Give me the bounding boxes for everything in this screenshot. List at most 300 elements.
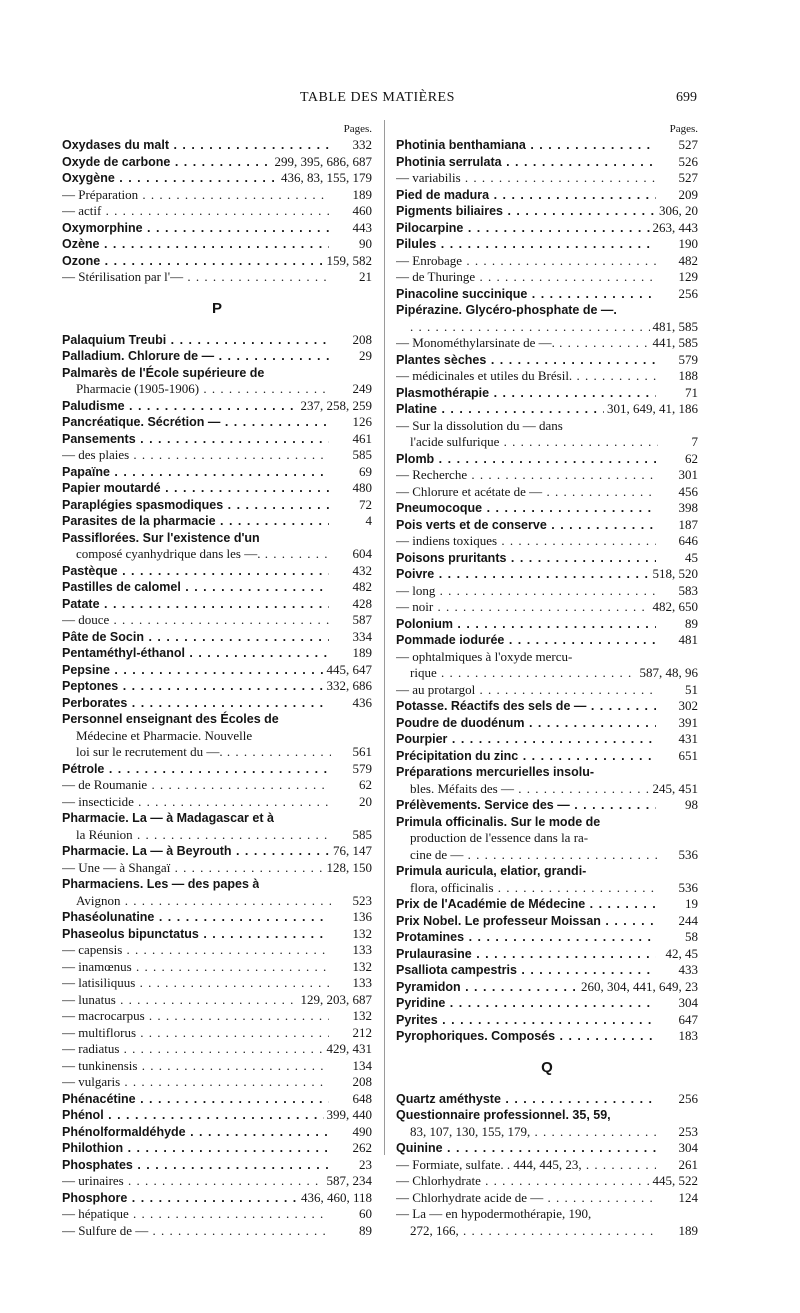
pages-column-label: Pages. — [343, 123, 372, 135]
entry-term — [62, 711, 372, 728]
entry-term — [396, 649, 698, 666]
entry-page-refs: 579 — [350, 761, 373, 778]
entry-text: loi sur le recrutement du —. . . . — [76, 744, 331, 761]
entry-term — [62, 1074, 372, 1091]
entry-text: — tunkinensis . . . — [62, 1058, 329, 1075]
entry-text: la Réunion . . . — [76, 827, 331, 844]
entry-text: Pepsine . . . — [62, 662, 329, 679]
entry-page-refs: 189 — [350, 645, 373, 662]
index-entry — [62, 1157, 372, 1174]
entry-text: — La — en hypodermothérapie, 190, — [396, 1206, 592, 1221]
index-entry — [396, 401, 698, 418]
entry-page-refs: 262 — [350, 1140, 373, 1157]
entry-term — [62, 332, 372, 349]
index-entry — [396, 220, 698, 237]
index-entry — [396, 484, 698, 501]
entry-text: Quinine . . . — [396, 1140, 656, 1157]
entry-page-refs: 134 — [350, 1058, 373, 1075]
entry-text: Palaquium Treubi . . . — [62, 332, 329, 349]
index-entry — [62, 777, 372, 794]
entry-text: Personnel enseignant des Écoles de — [62, 712, 279, 726]
entry-page-refs: 133 — [350, 975, 373, 992]
entry-page-refs: 136 — [350, 909, 373, 926]
entry-page-refs: 212 — [350, 1025, 373, 1042]
index-entry — [396, 286, 698, 303]
entry-term — [396, 599, 698, 616]
entry-term — [396, 451, 698, 468]
index-entry — [396, 302, 698, 335]
entry-page-refs: 4 — [363, 513, 373, 530]
entry-term — [396, 236, 698, 253]
entry-page-refs: 51 — [682, 682, 698, 699]
index-entry — [396, 929, 698, 946]
page-header — [0, 90, 800, 110]
entry-text: Phosphore . . . — [62, 1190, 329, 1207]
entry-page-refs: 76, 147 — [330, 843, 372, 860]
entry-page-refs: 256 — [676, 286, 699, 303]
entry-page-refs: 432 — [350, 563, 373, 580]
entry-text: — Sur la dissolution du — dans — [396, 417, 563, 433]
entry-text: — indiens toxiques . . . — [396, 533, 656, 550]
index-entry — [62, 187, 372, 204]
index-entry — [62, 513, 372, 530]
entry-page-refs: 398 — [676, 500, 699, 517]
entry-term — [396, 203, 698, 220]
entry-page-refs: 518, 520 — [650, 566, 699, 583]
entry-term — [62, 794, 372, 811]
entry-term — [396, 946, 698, 963]
entry-text: — variabilis . . . — [396, 170, 656, 187]
entry-page-refs: 98 — [682, 797, 698, 814]
entry-text: rique . . . — [410, 665, 658, 682]
index-entry — [62, 398, 372, 415]
entry-page-refs: 301 — [676, 467, 699, 484]
entry-page-refs: 128, 150 — [324, 860, 373, 877]
entry-text: Phosphates . . . — [62, 1157, 329, 1174]
entry-text: Pharmacie (1905-1906) . . . — [76, 381, 331, 398]
entry-text: Pilules . . . — [396, 236, 656, 253]
entry-page-refs: 7 — [689, 434, 699, 451]
index-list-p-continued — [396, 137, 698, 1045]
index-entry — [62, 579, 372, 596]
entry-page-refs: 604 — [350, 546, 373, 563]
entry-term — [62, 1008, 372, 1025]
entry-term — [62, 497, 372, 514]
entry-text: Médecine et Pharmacie. Nouvelle — [76, 727, 253, 743]
entry-continuation — [62, 546, 372, 563]
entry-term — [62, 137, 372, 154]
entry-term — [396, 500, 698, 517]
entry-text: Prélèvements. Service des — . . . — [396, 797, 656, 814]
entry-term — [396, 1107, 698, 1124]
entry-page-refs: 456 — [676, 484, 699, 501]
entry-page-refs: 90 — [356, 236, 372, 253]
entry-text: — Chlorhydrate . . . — [396, 1173, 656, 1190]
entry-term — [62, 629, 372, 646]
entry-text: Pharmacie. La — à Beyrouth . . . — [62, 843, 329, 860]
entry-page-refs: 334 — [350, 629, 373, 646]
entry-term — [396, 616, 698, 633]
entry-page-refs: 133 — [350, 942, 373, 959]
entry-term — [62, 1173, 372, 1190]
entry-text: — Préparation . . . — [62, 187, 329, 204]
entry-text: Pneumocoque . . . — [396, 500, 656, 517]
index-entry — [62, 612, 372, 629]
entry-term — [62, 761, 372, 778]
index-entry — [62, 497, 372, 514]
entry-term — [62, 187, 372, 204]
entry-text: — multiflorus . . . — [62, 1025, 329, 1042]
index-entry — [396, 1091, 698, 1108]
entry-text: Ozone . . . — [62, 253, 329, 270]
entry-text: — noir . . . — [396, 599, 656, 616]
index-entry — [62, 810, 372, 843]
entry-text: Pilocarpine . . . — [396, 220, 656, 237]
index-entry — [62, 447, 372, 464]
entry-continuation — [396, 781, 698, 798]
entry-text: Potasse. Réactifs des sels de — . . . — [396, 698, 656, 715]
entry-text: Pansements . . . — [62, 431, 329, 448]
entry-term — [62, 662, 372, 679]
index-entry — [396, 1157, 698, 1174]
index-entry — [396, 764, 698, 797]
entry-text: Pâte de Socin . . . — [62, 629, 329, 646]
entry-term — [62, 414, 372, 431]
entry-term — [396, 1091, 698, 1108]
entry-text: Philothion . . . — [62, 1140, 329, 1157]
entry-text: Paludisme . . . — [62, 398, 329, 415]
index-entry — [396, 533, 698, 550]
index-entry — [396, 517, 698, 534]
entry-page-refs: 132 — [350, 959, 373, 976]
entry-text: Polonium . . . — [396, 616, 656, 633]
entry-term — [62, 1124, 372, 1141]
index-entry — [62, 348, 372, 365]
entry-term — [62, 1223, 372, 1240]
entry-page-refs: 245, 451 — [650, 781, 699, 798]
running-title: TABLE DES MATIÈRES — [300, 90, 455, 105]
index-entry — [396, 979, 698, 996]
entry-text: Peptones . . . — [62, 678, 329, 695]
entry-term — [396, 302, 698, 319]
entry-page-refs: 433 — [676, 962, 699, 979]
index-entry — [62, 431, 372, 448]
entry-page-refs: 431 — [676, 731, 699, 748]
entry-continuation — [396, 665, 698, 682]
entry-term — [62, 596, 372, 613]
entry-text: Pharmaciens. Les — des papes à — [62, 877, 260, 891]
entry-term — [396, 715, 698, 732]
entry-term — [62, 253, 372, 270]
entry-text: Pastèque . . . — [62, 563, 329, 580]
index-entry — [396, 632, 698, 649]
entry-page-refs: 183 — [676, 1028, 699, 1045]
entry-page-refs: 260, 304, 441, 649, 23 — [578, 979, 698, 996]
entry-text: Pyrophoriques. Composés . . . — [396, 1028, 656, 1045]
index-entry — [396, 1140, 698, 1157]
entry-term — [62, 348, 372, 365]
entry-term — [396, 269, 698, 286]
index-entry — [62, 1190, 372, 1207]
entry-page-refs: 579 — [676, 352, 699, 369]
entry-text: Pois verts et de conserve . . . — [396, 517, 656, 534]
entry-page-refs: 481 — [676, 632, 699, 649]
index-entry — [62, 480, 372, 497]
entry-continuation — [396, 847, 698, 864]
index-entry — [396, 962, 698, 979]
entry-term — [396, 566, 698, 583]
index-entry — [396, 731, 698, 748]
index-entry — [62, 1025, 372, 1042]
entry-term — [396, 814, 698, 831]
entry-term — [396, 220, 698, 237]
entry-term — [62, 678, 372, 695]
entry-text: — Stérilisation par l'— . . . — [62, 269, 329, 286]
entry-page-refs: 263, 443 — [650, 220, 699, 237]
entry-text: — de Roumanie . . . — [62, 777, 329, 794]
entry-page-refs: 443 — [350, 220, 373, 237]
entry-page-refs: 301, 649, 41, 186 — [604, 401, 698, 418]
entry-term — [396, 913, 698, 930]
right-column — [396, 121, 698, 1239]
index-entry — [396, 352, 698, 369]
index-list-o — [62, 137, 372, 286]
entry-term — [62, 447, 372, 464]
entry-term — [62, 1140, 372, 1157]
index-entry — [396, 698, 698, 715]
index-entry — [396, 467, 698, 484]
index-entry — [62, 876, 372, 909]
entry-page-refs: 58 — [682, 929, 698, 946]
entry-page-refs: 445, 647 — [324, 662, 373, 679]
entry-text: Psalliota campestris . . . — [396, 962, 656, 979]
index-entry — [396, 1107, 698, 1140]
entry-text: flora, officinalis . . . — [410, 880, 658, 897]
entry-text: 83, 107, 130, 155, 179, . . . — [410, 1124, 658, 1141]
entry-text: Oxyde de carbone . . . — [62, 154, 329, 171]
column-divider — [384, 120, 385, 1155]
entry-text: — Formiate, sulfate. . 444, 445, 23, . . . — [396, 1157, 656, 1174]
index-entry — [62, 794, 372, 811]
entry-page-refs: 20 — [356, 794, 372, 811]
entry-term — [396, 286, 698, 303]
entry-term — [396, 682, 698, 699]
entry-text: Pétrole . . . — [62, 761, 329, 778]
index-entry — [396, 1190, 698, 1207]
entry-term — [396, 352, 698, 369]
entry-text: Préparations mercurielles insolu- — [396, 765, 594, 779]
entry-text: Perborates . . . — [62, 695, 329, 712]
entry-term — [62, 236, 372, 253]
entry-text: — macrocarpus . . . — [62, 1008, 329, 1025]
entry-text: Plantes sèches . . . — [396, 352, 656, 369]
entry-term — [62, 1025, 372, 1042]
left-column — [62, 121, 372, 1239]
entry-text: Plasmothérapie . . . — [396, 385, 656, 402]
index-entry — [396, 418, 698, 451]
entry-text: Pancréatique. Sécrétion — . . . — [62, 414, 329, 431]
index-entry — [396, 599, 698, 616]
entry-text: Phaséolunatine . . . — [62, 909, 329, 926]
entry-term — [62, 431, 372, 448]
entry-page-refs: 69 — [356, 464, 372, 481]
index-entry — [62, 1058, 372, 1075]
entry-term — [62, 1206, 372, 1223]
entry-term — [62, 398, 372, 415]
entry-term — [396, 484, 698, 501]
entry-page-refs: 523 — [350, 893, 373, 910]
index-entry — [62, 1173, 372, 1190]
entry-page-refs: 19 — [682, 896, 698, 913]
entry-term — [396, 748, 698, 765]
entry-text: Poudre de duodénum . . . — [396, 715, 656, 732]
entry-page-refs: 429, 431 — [324, 1041, 373, 1058]
entry-term — [396, 797, 698, 814]
entry-term — [62, 464, 372, 481]
entry-term — [62, 1190, 372, 1207]
index-entry — [62, 843, 372, 860]
entry-term — [62, 579, 372, 596]
index-entry — [62, 530, 372, 563]
entry-text: Oxydases du malt . . . — [62, 137, 329, 154]
entry-page-refs: 482 — [350, 579, 373, 596]
entry-continuation — [396, 880, 698, 897]
section-letter-p: P — [211, 299, 222, 317]
index-entry — [396, 451, 698, 468]
index-entry — [396, 682, 698, 699]
entry-term — [396, 896, 698, 913]
entry-page-refs: 391 — [676, 715, 699, 732]
index-entry — [396, 203, 698, 220]
entry-term — [62, 975, 372, 992]
index-list-q — [396, 1091, 698, 1240]
entry-term — [62, 269, 372, 286]
entry-page-refs: 481, 585 — [650, 319, 699, 336]
index-entry — [62, 253, 372, 270]
index-entry — [396, 946, 698, 963]
entry-term — [396, 929, 698, 946]
entry-text: Photinia serrulata . . . — [396, 154, 656, 171]
entry-text: Pigments biliaires . . . — [396, 203, 656, 220]
entry-text: l'acide sulfurique . . . — [410, 434, 658, 451]
index-entry — [62, 1074, 372, 1091]
entry-continuation — [396, 434, 698, 451]
index-entry — [396, 995, 698, 1012]
index-entry — [62, 909, 372, 926]
entry-page-refs: 45 — [682, 550, 698, 567]
index-entry — [62, 695, 372, 712]
page-number: 699 — [676, 90, 697, 105]
index-entry — [396, 1028, 698, 1045]
entry-text: Phaseolus bipunctatus . . . — [62, 926, 329, 943]
entry-page-refs: 189 — [350, 187, 373, 204]
entry-page-refs: 306, 20 — [656, 203, 698, 220]
entry-text: Prulaurasine . . . — [396, 946, 656, 963]
index-entry — [62, 1107, 372, 1124]
entry-page-refs: 209 — [676, 187, 699, 204]
entry-page-refs: 302 — [676, 698, 699, 715]
index-entry — [62, 563, 372, 580]
entry-page-refs: 256 — [676, 1091, 699, 1108]
entry-text: Passiflorées. Sur l'existence d'un — [62, 530, 260, 545]
entry-page-refs: 261 — [676, 1157, 699, 1174]
index-entry — [62, 414, 372, 431]
index-entry — [396, 566, 698, 583]
entry-text: — douce . . . — [62, 612, 329, 629]
entry-term — [396, 517, 698, 534]
entry-page-refs: 527 — [676, 170, 699, 187]
index-entry — [62, 645, 372, 662]
index-entry — [62, 154, 372, 171]
entry-term — [396, 1012, 698, 1029]
entry-text: — Une — à Shangaï . . . — [62, 860, 329, 877]
entry-page-refs: 587, 48, 96 — [637, 665, 699, 682]
index-entry — [396, 335, 698, 352]
entry-text: Primula officinalis. Sur le mode de — [396, 814, 601, 829]
index-entry — [396, 863, 698, 896]
entry-text: — ophtalmiques à l'oxyde mercu- — [396, 648, 573, 664]
entry-page-refs: 460 — [350, 203, 373, 220]
entry-term — [62, 365, 372, 382]
entry-page-refs: 190 — [676, 236, 699, 253]
index-entry — [62, 662, 372, 679]
entry-page-refs: 332 — [350, 137, 373, 154]
index-entry — [62, 1140, 372, 1157]
index-entry — [62, 975, 372, 992]
section-letter-q: Q — [541, 1058, 553, 1076]
index-entry — [396, 368, 698, 385]
entry-page-refs: 132 — [350, 1008, 373, 1025]
entry-term — [62, 777, 372, 794]
entry-page-refs: 583 — [676, 583, 699, 600]
entry-page-refs: 587, 234 — [324, 1173, 373, 1190]
index-entry — [396, 1173, 698, 1190]
entry-text: Oxygène . . . — [62, 170, 329, 187]
index-entry — [62, 926, 372, 943]
entry-text: — long . . . — [396, 583, 656, 600]
entry-page-refs: 436, 460, 118 — [298, 1190, 372, 1207]
index-entry — [396, 550, 698, 567]
index-entry — [396, 500, 698, 517]
index-entry — [62, 1124, 372, 1141]
entry-term — [62, 810, 372, 827]
entry-page-refs: 159, 582 — [324, 253, 373, 270]
entry-page-refs: 188 — [676, 368, 699, 385]
entry-page-refs: 126 — [350, 414, 373, 431]
index-entry — [396, 137, 698, 154]
entry-continuation — [396, 319, 698, 336]
entry-text: Pastilles de calomel . . . — [62, 579, 329, 596]
entry-page-refs: 436, 83, 155, 179 — [278, 170, 372, 187]
entry-page-refs: 189 — [676, 1223, 699, 1240]
entry-term — [62, 695, 372, 712]
entry-term — [396, 170, 698, 187]
index-entry — [396, 236, 698, 253]
entry-page-refs: 71 — [682, 385, 698, 402]
entry-text: Photinia benthamiana . . . — [396, 137, 656, 154]
entry-text: — Recherche . . . — [396, 467, 656, 484]
entry-text: Pinacoline succinique . . . — [396, 286, 656, 303]
entry-page-refs: 399, 440 — [324, 1107, 373, 1124]
entry-term — [396, 731, 698, 748]
entry-continuation — [62, 827, 372, 844]
entry-text: Pourpier . . . — [396, 731, 656, 748]
entry-text: — lunatus . . . — [62, 992, 329, 1009]
entry-text: composé cyanhydrique dans les —. . . . — [76, 546, 331, 563]
entry-page-refs: 585 — [350, 827, 373, 844]
index-entry — [62, 464, 372, 481]
entry-continuation — [62, 744, 372, 761]
